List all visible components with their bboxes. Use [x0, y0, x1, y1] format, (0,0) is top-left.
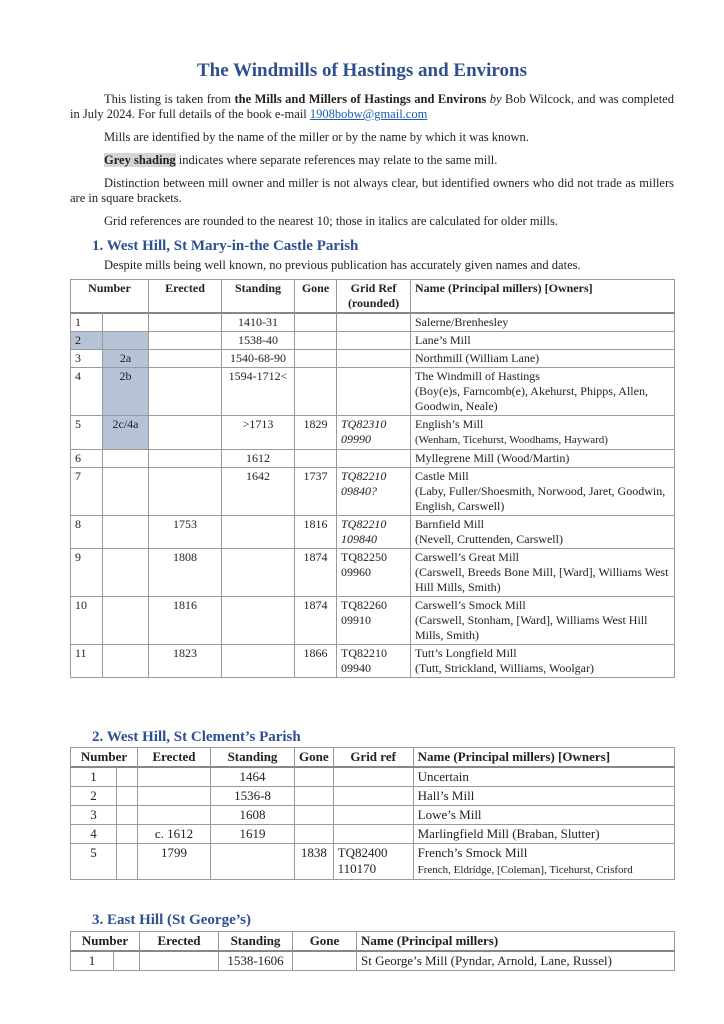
row-grid: TQ82250 09960 — [337, 549, 411, 597]
row-sub — [103, 597, 149, 645]
col-number: Number — [71, 280, 149, 314]
row-name: Barnfield Mill (Nevell, Cruttenden, Carswell) — [411, 516, 675, 549]
row-gone: 1874 — [295, 597, 337, 645]
row-name: Marlingfield Mill (Braban, Slutter) — [413, 825, 674, 844]
row-erected: 1816 — [149, 597, 222, 645]
row-grid: TQ82210 09940 — [337, 645, 411, 678]
row-number: 4 — [71, 368, 103, 416]
col-erected: Erected — [149, 280, 222, 314]
row-erected — [149, 332, 222, 350]
row-erected: 1808 — [149, 549, 222, 597]
row-erected: c. 1612 — [138, 825, 211, 844]
row-number: 7 — [71, 468, 103, 516]
row-erected — [140, 951, 219, 971]
row-name: Myllegrene Mill (Wood/Martin) — [411, 450, 675, 468]
row-name: Salerne/Brenhesley — [411, 313, 675, 332]
row-erected: 1823 — [149, 645, 222, 678]
row-sub — [117, 825, 138, 844]
row-standing: >1713 — [222, 416, 295, 450]
row-sub — [103, 516, 149, 549]
row-standing: 1538-1606 — [219, 951, 293, 971]
row-erected — [149, 416, 222, 450]
row-grid: TQ82210 109840 — [337, 516, 411, 549]
row-grid — [337, 332, 411, 350]
col-gridref: Grid ref — [333, 748, 413, 768]
table-row — [71, 645, 675, 678]
row-gone: 1838 — [295, 844, 334, 880]
col-number: Number — [71, 932, 140, 952]
table-header-row — [71, 932, 675, 952]
row-gone — [295, 450, 337, 468]
row-sub — [103, 468, 149, 516]
row-name: St George’s Mill (Pyndar, Arnold, Lane, Russel) — [357, 951, 675, 971]
book-title: the Mills and Millers of Hastings and Environs — [234, 92, 487, 106]
row-number: 1 — [71, 767, 117, 787]
table-row — [71, 597, 675, 645]
row-erected — [149, 313, 222, 332]
table-header-row — [71, 748, 675, 768]
intro-identification-text: Mills are identified by the name of the miller or by the name by which it was known. — [104, 130, 529, 144]
intro-by: by — [486, 92, 502, 106]
row-sub — [103, 549, 149, 597]
row-sub: 2a — [103, 350, 149, 368]
row-sub — [117, 806, 138, 825]
table-row — [71, 951, 675, 971]
row-number: 9 — [71, 549, 103, 597]
row-number: 11 — [71, 645, 103, 678]
grey-shading-label: Grey shading — [104, 153, 176, 167]
row-number: 4 — [71, 825, 117, 844]
row-number: 2 — [71, 332, 103, 350]
section-1-table — [70, 279, 675, 678]
row-name: Uncertain — [413, 767, 674, 787]
col-gone: Gone — [293, 932, 357, 952]
row-gone — [295, 332, 337, 350]
row-name: Castle Mill (Laby, Fuller/Shoesmith, Norwood, Jaret, Goodwin, English, Carswell) — [411, 468, 675, 516]
col-standing: Standing — [219, 932, 293, 952]
col-erected: Erected — [138, 748, 211, 768]
intro-shading-text: indicates where separate references may relate to the same mill. — [175, 153, 498, 167]
intro-paragraph-shading — [70, 153, 674, 168]
row-name: Hall’s Mill — [413, 787, 674, 806]
row-standing — [222, 549, 295, 597]
row-grid: TQ82210 09840? — [337, 468, 411, 516]
row-gone — [295, 787, 334, 806]
row-gone: 1866 — [295, 645, 337, 678]
intro-paragraph-identification — [70, 130, 674, 145]
table-row — [71, 767, 675, 787]
col-standing: Standing — [222, 280, 295, 314]
table-row — [71, 416, 675, 450]
intro-text-cont: Bob Wilcock, and was completed in July 2024. For full details of the book e-mail — [70, 92, 674, 121]
row-name: Carswell’s Great Mill (Carswell, Breeds Bone Mill, [Ward], Williams West Hill Mills, Smith) — [411, 549, 675, 597]
row-number: 2 — [71, 787, 117, 806]
row-sub — [103, 450, 149, 468]
row-standing: 1536-8 — [211, 787, 295, 806]
col-standing: Standing — [211, 748, 295, 768]
row-gone — [295, 368, 337, 416]
row-grid: TQ82310 09990 — [337, 416, 411, 450]
row-name: Carswell’s Smock Mill (Carswell, Stonham, [Ward], Williams West Hill Mills, Smith) — [411, 597, 675, 645]
row-standing: 1642 — [222, 468, 295, 516]
row-erected: 1799 — [138, 844, 211, 880]
row-gone: 1737 — [295, 468, 337, 516]
document-title: The Windmills of Hastings and Environs — [197, 60, 527, 81]
col-number: Number — [71, 748, 138, 768]
row-standing: 1540-68-90 — [222, 350, 295, 368]
row-erected — [138, 806, 211, 825]
row-erected — [138, 767, 211, 787]
row-number: 3 — [71, 350, 103, 368]
row-erected — [149, 468, 222, 516]
row-number: 8 — [71, 516, 103, 549]
row-sub — [103, 645, 149, 678]
row-sub — [117, 767, 138, 787]
section-3-heading: 3. East Hill (St George’s) — [92, 912, 252, 928]
row-grid — [337, 450, 411, 468]
section-2-heading: 2. West Hill, St Clement’s Parish — [92, 729, 301, 745]
col-name: Name (Principal millers) [Owners] — [413, 748, 674, 768]
intro-paragraph-owners — [70, 176, 674, 206]
row-erected: 1753 — [149, 516, 222, 549]
intro-text: This listing is taken from — [104, 92, 235, 106]
table-row — [71, 549, 675, 597]
row-number: 1 — [71, 313, 103, 332]
section-1-note: Despite mills being well known, no previous publication has accurately given names and dates. — [104, 258, 581, 272]
row-gone — [295, 806, 334, 825]
intro-paragraph-source — [70, 92, 674, 122]
section-2-table — [70, 747, 675, 880]
row-name: The Windmill of Hastings (Boy(e)s, Farncomb(e), Akehurst, Phipps, Allen, Goodwin, Neale) — [411, 368, 675, 416]
row-standing: 1464 — [211, 767, 295, 787]
row-number: 1 — [71, 951, 114, 971]
row-grid — [337, 313, 411, 332]
col-gone: Gone — [295, 280, 337, 314]
table-row — [71, 825, 675, 844]
table-row — [71, 450, 675, 468]
row-name: English’s Mill (Wenham, Ticehurst, Woodhams, Hayward) — [411, 416, 675, 450]
row-grid — [337, 350, 411, 368]
row-grid — [337, 368, 411, 416]
row-grid: TQ82400 110170 — [333, 844, 413, 880]
row-name: French’s Smock Mill French, Eldridge, [Coleman], Ticehurst, Crisford — [413, 844, 674, 880]
row-sub — [117, 844, 138, 880]
row-name: Tutt’s Longfield Mill (Tutt, Strickland, Williams, Woolgar) — [411, 645, 675, 678]
col-name: Name (Principal millers) [Owners] — [411, 280, 675, 314]
row-gone: 1816 — [295, 516, 337, 549]
col-name: Name (Principal millers) — [357, 932, 675, 952]
row-erected — [149, 450, 222, 468]
row-standing — [222, 597, 295, 645]
intro-owners-text: Distinction between mill owner and miller is not always clear, but identified owners who did not trade as millers are in square brackets. — [70, 176, 674, 205]
row-standing: 1594-1712< — [222, 368, 295, 416]
row-gone — [295, 825, 334, 844]
row-erected — [149, 350, 222, 368]
table-row — [71, 368, 675, 416]
row-standing — [222, 516, 295, 549]
row-grid — [333, 806, 413, 825]
row-erected — [149, 368, 222, 416]
row-standing — [222, 645, 295, 678]
row-sub — [103, 313, 149, 332]
section-3-table — [70, 931, 675, 971]
section-1-heading: 1. West Hill, St Mary-in-the Castle Parish — [92, 238, 359, 254]
table-row — [71, 313, 675, 332]
row-gone — [295, 767, 334, 787]
row-sub — [117, 787, 138, 806]
row-number: 5 — [71, 416, 103, 450]
row-grid — [333, 787, 413, 806]
email-link[interactable]: 1908bobw@gmail.com — [309, 107, 428, 121]
row-gone: 1874 — [295, 549, 337, 597]
row-name: Lane’s Mill — [411, 332, 675, 350]
row-erected — [138, 787, 211, 806]
row-gone: 1829 — [295, 416, 337, 450]
row-standing: 1608 — [211, 806, 295, 825]
row-grid — [333, 825, 413, 844]
table-header-row — [71, 280, 675, 314]
table-row — [71, 350, 675, 368]
table-row — [71, 516, 675, 549]
table-row — [71, 787, 675, 806]
row-standing: 1612 — [222, 450, 295, 468]
row-standing: 1538-40 — [222, 332, 295, 350]
col-erected: Erected — [140, 932, 219, 952]
row-number: 5 — [71, 844, 117, 880]
table-row — [71, 468, 675, 516]
table-row — [71, 844, 675, 880]
row-name: Northmill (William Lane) — [411, 350, 675, 368]
row-gone — [295, 313, 337, 332]
row-sub: 2b — [103, 368, 149, 416]
row-sub — [103, 332, 149, 350]
row-standing: 1410-31 — [222, 313, 295, 332]
row-name: Lowe’s Mill — [413, 806, 674, 825]
col-gridref: Grid Ref (rounded) — [337, 280, 411, 314]
row-standing — [211, 844, 295, 880]
row-grid — [333, 767, 413, 787]
row-gone — [295, 350, 337, 368]
row-number: 10 — [71, 597, 103, 645]
row-number: 6 — [71, 450, 103, 468]
intro-paragraph-gridrefs — [70, 214, 674, 229]
row-sub: 2c/4a — [103, 416, 149, 450]
table-row — [71, 332, 675, 350]
col-gone: Gone — [295, 748, 334, 768]
row-grid: TQ82260 09910 — [337, 597, 411, 645]
row-sub — [114, 951, 140, 971]
row-standing: 1619 — [211, 825, 295, 844]
table-row — [71, 806, 675, 825]
row-gone — [293, 951, 357, 971]
row-number: 3 — [71, 806, 117, 825]
intro-gridrefs-text: Grid references are rounded to the nearest 10; those in italics are calculated for older mills. — [104, 214, 558, 228]
